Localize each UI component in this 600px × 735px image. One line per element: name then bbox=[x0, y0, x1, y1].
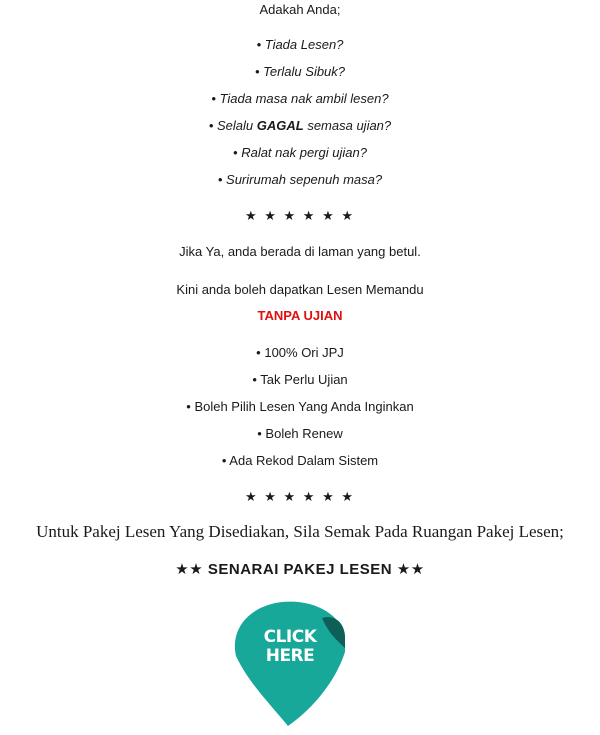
benefit-renew: • Boleh Renew bbox=[257, 426, 343, 441]
question-always-fail-prefix: • Selalu bbox=[208, 118, 257, 133]
click-here-button[interactable] bbox=[228, 596, 352, 730]
benefit-system-record: • Ada Rekod Dalam Sistem bbox=[221, 453, 379, 468]
question-always-fail-emphasis: GAGAL bbox=[256, 118, 304, 133]
click-here-line1: CLICK bbox=[263, 627, 317, 647]
benefit-no-test: • Tak Perlu Ujian bbox=[252, 372, 348, 387]
question-no-license: • Tiada Lesen? bbox=[256, 37, 344, 52]
question-always-fail-suffix: semasa ujian? bbox=[303, 118, 392, 133]
click-here-line2: HERE bbox=[265, 646, 315, 666]
question-lazy-test: • Ralat nak pergi ujian? bbox=[233, 145, 367, 160]
yes-line: Jika Ya, anda berada di laman yang betul. bbox=[179, 244, 421, 259]
stars-divider-2: ★ ★ ★ ★ ★ ★ bbox=[245, 489, 355, 504]
now-line: Kini anda boleh dapatkan Lesen Memandu bbox=[176, 282, 424, 297]
question-always-fail bbox=[0, 118, 600, 134]
package-note: Untuk Pakej Lesen Yang Disediakan, Sila Semak Pada Ruangan Pakej Lesen; bbox=[36, 522, 564, 541]
benefit-ori-jpj: • 100% Ori JPJ bbox=[256, 345, 344, 360]
stars-divider-1: ★ ★ ★ ★ ★ ★ bbox=[245, 208, 355, 223]
question-no-time: • Tiada masa nak ambil lesen? bbox=[211, 91, 389, 106]
package-list-heading: ★★ SENARAI PAKEJ LESEN ★★ bbox=[175, 561, 425, 578]
question-too-busy: • Terlalu Sibuk? bbox=[254, 64, 346, 79]
benefit-choose-license: • Boleh Pilih Lesen Yang Anda Inginkan bbox=[186, 399, 414, 414]
no-test-highlight: TANPA UJIAN bbox=[257, 308, 343, 323]
question-housewife: • Surirumah sepenuh masa? bbox=[217, 172, 383, 187]
intro-text: Adakah Anda; bbox=[259, 2, 341, 17]
click-here-label bbox=[228, 628, 352, 666]
